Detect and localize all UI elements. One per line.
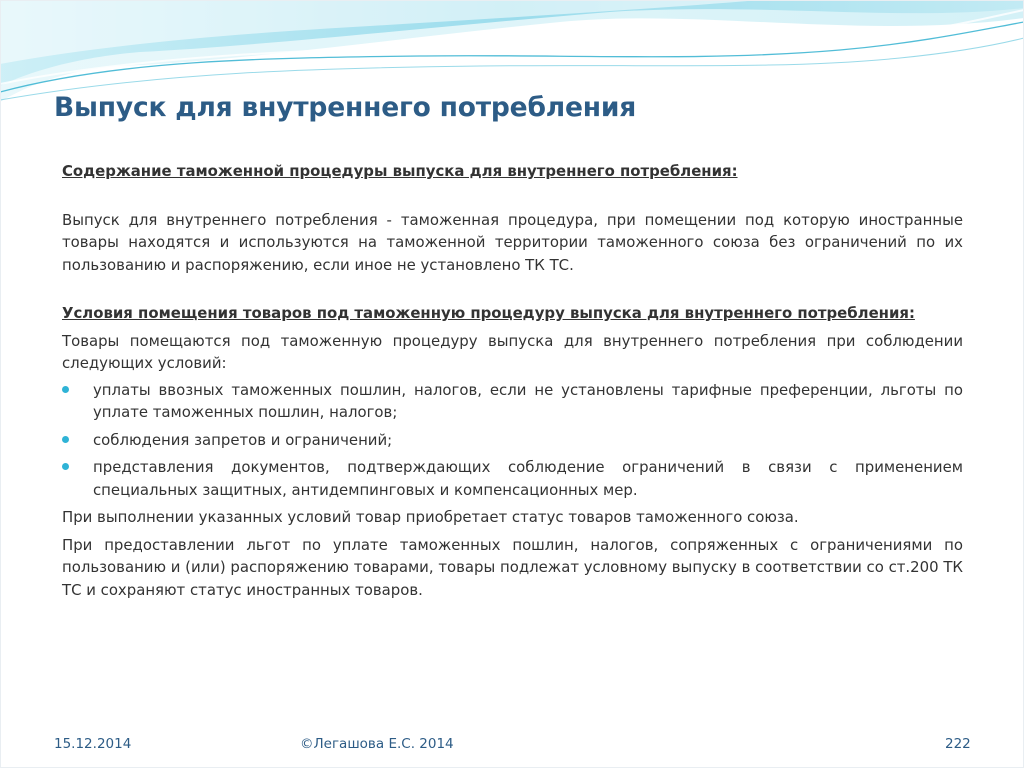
procedure-definition: Выпуск для внутреннего потребления - таможенная процедура, при помещении под которую иностранные товары находятся и используются на таможенной территории таможенного союза без ограничений по их пользованию и распоряжению, если иное не установлено ТК ТС. — [62, 210, 963, 274]
list-item-text: уплаты ввозных таможенных пошлин, налогов, если не установлены тарифные преференции, льготы по уплате таможенных пошлин, налогов; — [93, 380, 963, 421]
conditions-list — [62, 379, 963, 502]
privileges-note: При предоставлении льгот по уплате таможенных пошлин, налогов, сопряженных с ограничениями по пользованию и (или) распоряжению товарами, товары подлежат условному выпуску в соответствии со ст.200 ТК ТС и сохраняют статус иностранных товаров. — [62, 535, 963, 599]
slide-title: Выпуск для внутреннего потребления — [54, 92, 637, 123]
procedure-content-heading: Содержание таможенной процедуры выпуска для внутреннего потребления: — [62, 162, 738, 180]
dot-bullet-icon — [62, 436, 69, 443]
status-note: При выполнении указанных условий товар приобретает статус товаров таможенного союза. — [62, 508, 799, 526]
footer-author: ©Легашова Е.С. 2014 — [300, 736, 454, 752]
dot-bullet-icon — [62, 463, 69, 470]
footer-date: 15.12.2014 — [54, 736, 132, 752]
list-item-text: представления документов, подтверждающих соблюдение ограничений в связи с применением специальных защитных, антидемпинговых и компенсационных мер. — [93, 458, 963, 499]
placement-conditions-heading: Условия помещения товаров под таможенную процедуру выпуска для внутреннего потребления: — [62, 304, 915, 322]
conditions-intro: Товары помещаются под таможенную процедуру выпуска для внутреннего потребления при соблюдении следующих условий: — [62, 331, 963, 372]
slide-body — [62, 160, 963, 601]
list-item — [62, 456, 963, 501]
list-item — [62, 429, 963, 452]
dot-bullet-icon — [62, 386, 69, 393]
list-item-text: соблюдения запретов и ограничений; — [93, 430, 393, 449]
list-item — [62, 379, 963, 424]
page-number: 222 — [945, 736, 971, 752]
